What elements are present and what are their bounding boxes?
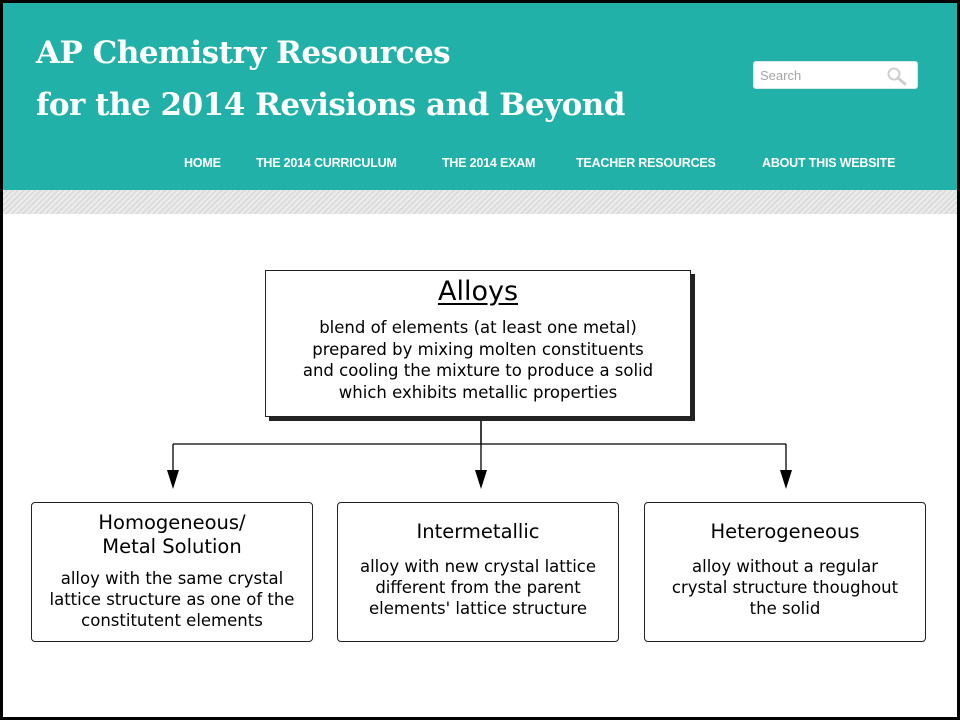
homogeneous-title [32, 511, 312, 559]
intermetallic-description [338, 556, 618, 619]
site-title-line-2[interactable]: for the 2014 Revisions and Beyond [36, 87, 625, 123]
homogeneous-title-line: Homogeneous/ [98, 511, 246, 534]
homogeneous-desc-line: constitutent elements [81, 611, 263, 630]
homogeneous-title-line: Metal Solution [102, 535, 242, 558]
search-input[interactable] [760, 65, 880, 85]
intermetallic-title [338, 520, 618, 544]
arrowhead-left [167, 470, 179, 489]
heterogeneous-title [645, 520, 925, 544]
homogeneous-desc-line: lattice structure as one of the [49, 590, 295, 609]
alloys-title: Alloys [437, 276, 519, 307]
nav-2014-exam[interactable]: THE 2014 EXAM [442, 156, 536, 170]
alloys-desc-line: and cooling the mixture to produce a solid [302, 361, 654, 380]
alloys-box [265, 270, 691, 417]
nav-teacher-resources[interactable]: TEACHER RESOURCES [576, 156, 716, 170]
main-nav [3, 156, 957, 176]
heterogeneous-box [644, 502, 926, 642]
homogeneous-box [31, 502, 313, 642]
search-box[interactable] [753, 61, 918, 89]
heterogeneous-description [645, 556, 925, 619]
page [3, 3, 957, 717]
intermetallic-desc-line: alloy with new crystal lattice [359, 557, 597, 576]
heterogeneous-desc-line: crystal structure thoughout [671, 578, 899, 597]
homogeneous-description [32, 568, 312, 631]
intermetallic-title-line: Intermetallic [416, 520, 540, 543]
alloys-desc-line: blend of elements (at least one metal) [319, 318, 637, 337]
nav-about-this-website[interactable]: ABOUT THIS WEBSITE [762, 156, 896, 170]
arrowhead-right [780, 470, 792, 489]
homogeneous-desc-line: alloy with the same crystal [60, 569, 284, 588]
intermetallic-desc-line: different from the parent [375, 578, 581, 597]
nav-home[interactable]: HOME [184, 156, 221, 170]
alloys-desc-line: prepared by mixing molten constituents [312, 339, 644, 359]
site-title[interactable] [36, 27, 625, 131]
intermetallic-desc-line: elements' lattice structure [369, 599, 587, 618]
alloys-description [266, 317, 690, 403]
alloys-diagram [3, 214, 957, 717]
heterogeneous-desc-line: the solid [749, 599, 821, 618]
nav-2014-curriculum[interactable]: THE 2014 CURRICULUM [256, 156, 397, 170]
site-title-line-1[interactable]: AP Chemistry Resources [36, 35, 451, 71]
site-header [3, 3, 957, 190]
header-stripe-divider [3, 190, 957, 214]
heterogeneous-title-line: Heterogeneous [710, 520, 860, 543]
intermetallic-box [337, 502, 619, 642]
search-icon[interactable] [885, 66, 909, 86]
alloys-desc-line: which exhibits metallic properties [338, 382, 618, 402]
arrowhead-middle [475, 470, 487, 489]
heterogeneous-desc-line: alloy without a regular [692, 557, 878, 576]
